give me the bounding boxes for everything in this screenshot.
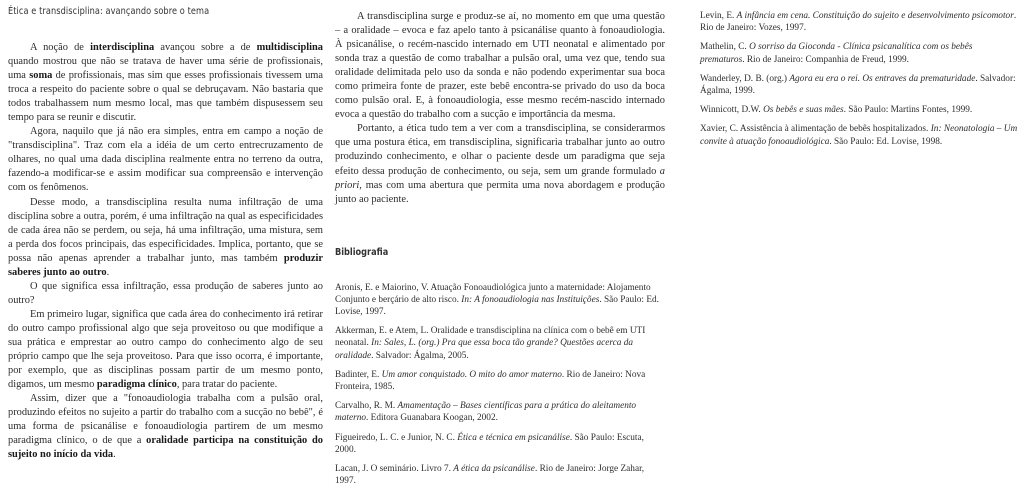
bibliography-title: Bibliografia — [335, 246, 389, 258]
keyword-paradigma-clinico: paradigma clínico — [96, 379, 177, 391]
reference-list-continued — [700, 10, 1018, 148]
text: Wanderley, D. B. (org.) — [700, 73, 790, 84]
column-left — [8, 6, 323, 462]
paragraph-6 — [8, 392, 323, 462]
reference-item — [335, 282, 665, 319]
reference-item — [700, 104, 1018, 116]
text: . São Paulo: Ed. Lovise, 1998. — [829, 136, 943, 147]
ref-title: Os bebês e suas mães — [763, 105, 844, 116]
ref-title: Agora eu era o rei. Os entraves da prematuridade — [789, 73, 976, 84]
paragraph-5 — [8, 308, 323, 392]
column-right — [700, 10, 1018, 155]
text: Figueiredo, L. C. e Junior, N. C. — [335, 432, 458, 443]
text: Badinter, E. — [335, 369, 382, 380]
text: Akkerman, E. e Atem, L. Oralidade e transdisciplina na clínica com o bebê em UTI neonatal. — [335, 326, 646, 349]
paragraph-4: O que significa essa infiltração, essa produção de saberes junto ao outro? — [8, 280, 323, 306]
text: . Salvador: Ágalma, 1999. — [700, 73, 1016, 97]
text: Assim, dizer que a "fonoaudiologia trabalha com a pulsão oral, produzindo efeitos no sujeito a partir do trabalho com a sucção no bebê", é uma forma de psicanálise e fonoaudiologia partirem de um mesmo paradigma clínico, o de que a — [8, 393, 323, 447]
reference-list — [335, 282, 665, 488]
ref-title: O sorriso da Gioconda - Clínica psicanalítica com os bebês prematuros — [700, 42, 973, 65]
keyword-interdisciplina: interdisciplina — [90, 42, 155, 53]
text: . Rio de Janeiro: Jorge Zahar, 1997. — [335, 464, 645, 487]
text: . São Paulo: Escuta, 2000. — [335, 432, 644, 455]
ref-title: In: Neonatologia – Um convite à atuação fonoaudiológica — [700, 124, 1018, 147]
text: . São Paulo: Ed. Lovise, 1997. — [335, 294, 659, 318]
text: avançou sobre a de — [154, 42, 257, 53]
ref-title: In: Sales, L. (org.) Pra que essa boca tão grande? Questões acerca da oralidade — [335, 338, 634, 361]
reference-item — [335, 463, 665, 487]
text: Winnicott, D.W. — [700, 105, 764, 116]
paragraph-2: Agora, naquilo que já não era simples, entra em campo a noção de "transdisciplina". Traz com ela a idéia de um certo entrecruzamento de olhares, no qual uma dada disciplina realmente entra no terreno da outra, fazendo-a modificar-se e assim modificar sua compreensão e intervenção com os fenômenos. — [8, 126, 323, 194]
reference-item — [700, 41, 1018, 65]
text: . — [106, 266, 110, 278]
text: . Rio de Janeiro: Companhia de Freud, 1999. — [742, 54, 909, 65]
text: quando mostrou que não se tratava de haver uma série de profissionais, uma — [8, 56, 323, 82]
ref-title: A ética da psicanálise — [453, 464, 535, 475]
text: A noção de — [30, 42, 91, 53]
text: . Editora Guanabara Koogan, 2002. — [366, 413, 498, 424]
paragraph-7: A transdisciplina surge e produz-se aí, no momento em que uma questão – a oralidade – evoca e faz apelo tanto à psicanálise quanto à fonoaudiologia. À psicanálise, o recém-nascido internado em UTI neonatal e alimentado por sonda traz a questão de como trabalhar a pulsão oral, uma vez que, tendo sua oralidade delimitada pelo uso da sonda e não podendo experimentar sua boca como primeira fonte de prazer, este bebê encontra-se privado do uso da boca como pulsão oral. E, à fonoaudiologia, esse mesmo recém-nascido internado evoca a questão do trabalho com a sucção e importância da mesma. — [335, 11, 665, 121]
text: , mas com uma abertura que permita uma nova abordagem e produção junto ao paciente. — [335, 179, 665, 205]
ref-title: A infância em cena. Constituição do sujeito e desenvolvimento psicomotor — [736, 11, 1014, 21]
reference-item — [335, 369, 665, 393]
reference-item — [335, 432, 665, 456]
ref-title: Amamentação – Bases científicas para a prática do aleitamento materno — [335, 401, 637, 424]
keyword-oralidade: oralidade participa na constituição do sujeito no início da vida — [8, 435, 323, 461]
reference-item — [335, 400, 665, 424]
ref-title: Ética e técnica em psicanálise — [457, 432, 570, 443]
text: Lacan, J. O seminário. Livro 7. — [335, 464, 454, 475]
text: , para tratar do paciente. — [176, 379, 278, 391]
reference-item — [335, 325, 665, 362]
text: . São Paulo: Martins Fontes, 1999. — [843, 105, 973, 116]
column-middle — [335, 10, 665, 495]
paragraph-1 — [8, 41, 323, 125]
keyword-soma: soma — [29, 70, 53, 82]
text: Mathelin, C. — [700, 42, 750, 53]
text: Em primeiro lugar, significa que cada área do conhecimento irá retirar do outro campo profissional algo que seja proveitoso ou que modifique a sua prática e emprestar ao outro campo do conhecimento algo de seu próprio campo que lhe seja proveitoso. Para que isso ocorra, é importante, por exemplo, que as disciplinas possam partir de um mesmo ponto, digamos, um mesmo — [8, 308, 323, 391]
paragraph-8 — [335, 122, 665, 206]
text: Xavier, C. Assistência à alimentação de bebês hospitalizados. — [700, 124, 931, 135]
section-title: Ética e transdisciplina: avançando sobre o tema — [8, 6, 210, 17]
text: . — [113, 449, 116, 461]
reference-item — [700, 73, 1018, 97]
text: . Salvador: Ágalma, 2005. — [371, 350, 469, 361]
ref-title: In: A fonoaudiologia nas Instituições — [461, 294, 600, 305]
paragraph-3 — [8, 196, 323, 280]
keyword-produzir-saberes: produzir saberes junto ao outro — [8, 252, 323, 278]
reference-item — [700, 10, 1018, 34]
reference-item — [700, 123, 1018, 147]
text: Carvalho, R. M. — [335, 401, 398, 412]
ref-title: Um amor conquistado. O mito do amor materno — [381, 369, 562, 380]
italic-a-priori: a priori — [335, 165, 665, 191]
text: . Rio de Janeiro: Vozes, 1997. — [700, 11, 1017, 34]
text: Aronis, E. e Maiorino, V. Atuação Fonoaudiológica junto a maternidade: Alojamento Conjunto e berçário de alto risco. — [335, 282, 651, 305]
text: Desse modo, a transdisciplina resulta numa infiltração de uma disciplina sobre a outra, porém, é uma infiltração na qual as especificidades de cada área não se perdem, ou seja, há uma infiltração, uma mistura, sem a perda dos focos principais, das especificidades. Implica, portanto, que se possa não apenas aprender a trabalhar junto, mas também — [8, 196, 323, 264]
text: . Rio de Janeiro: Nova Fronteira, 1985. — [335, 369, 646, 393]
text: de profissionais, mas sim que esses profissionais tivessem uma troca a respeito do paciente sobre o qual se debruçavam. Não bastaria que todos trabalhassem num mesmo local, mas que também dispusessem seu tempo para se reunir e discutir. — [8, 70, 323, 124]
text: Portanto, a ética tudo tem a ver com a transdisciplina, se considerarmos que uma postura ética, em transdisciplina, significaria trabalhar junto ao outro produzindo conhecimento, e olhar o paciente desde um paradigma que seja efeito dessa produção de conhecimento, ou seja, sem um grande formulado — [335, 123, 665, 177]
keyword-multidisciplina: multidisciplina — [256, 42, 323, 53]
text: Levin, E. — [700, 11, 737, 21]
